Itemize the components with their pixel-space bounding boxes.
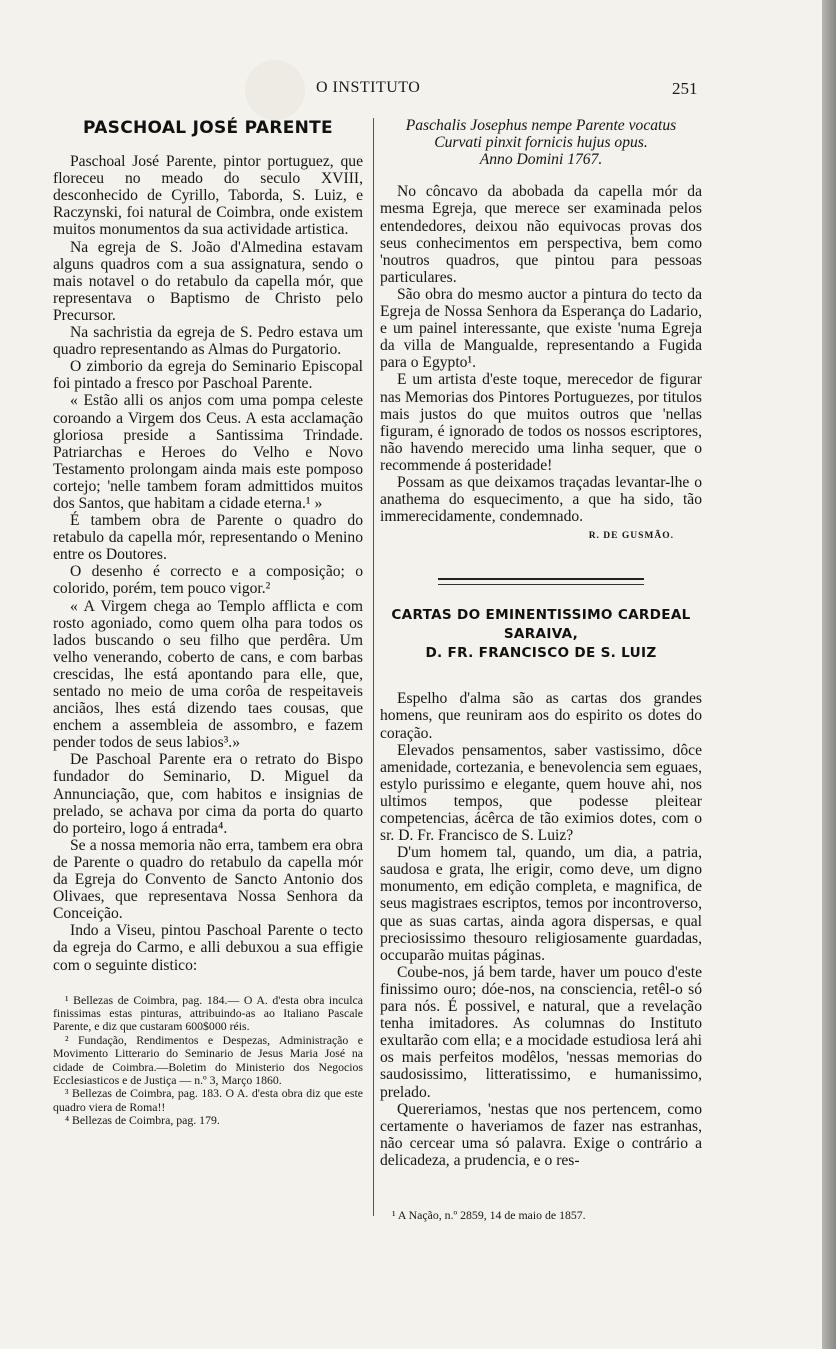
- article-title: PASCHOAL JOSÉ PARENTE: [83, 118, 333, 138]
- paragraph: De Paschoal Parente era o retrato do Bispo fundador do Seminario, D. Miguel da Annunciação, que, com habitos e insignias de prelado, se achava por cima da porta do quarto do porteiro, logo á entrada⁴.: [53, 751, 363, 837]
- footnote: ¹ A Nação, n.º 2859, 14 de maio de 1857.: [392, 1207, 586, 1222]
- paragraph: São obra do mesmo auctor a pintura do tecto da Egreja de Nossa Senhora da Esperança do Ladario, e um painel interessante, que existe 'numa Egreja da villa de Mangualde, representando a Fugida para o Egypto¹.: [380, 285, 702, 372]
- footnotes: [53, 994, 363, 1128]
- page-number: 251: [672, 79, 698, 98]
- footnote: ⁴ Bellezas de Coimbra, pag. 179.: [65, 1113, 220, 1128]
- paragraph: Paschoal José Parente, pintor portuguez, que floreceu no meado do seculo XVIII, desconhecido de Cyrillo, Taborda, S. Luiz, e Raczynski, foi natural de Coimbra, onde existem muitos monumentos da sua actividade artistica.: [53, 153, 363, 239]
- footnote: ³ Bellezas de Coimbra, pag. 183. O A. d'esta obra diz que este quadro viera de Roma!!: [53, 1086, 363, 1114]
- section-title: [380, 606, 702, 663]
- book-gutter-edge: [822, 0, 836, 1349]
- paragraph: Espelho d'alma são as cartas dos grandes homens, que reuniram aos do espirito os dotes do coração.: [380, 690, 702, 742]
- paragraph: Na egreja de S. João d'Almedina estavam alguns quadros com a sua assignatura, sendo o mais notavel o do retabulo da capella mór, que representava o Baptismo de Christo pelo Precursor.: [53, 238, 363, 324]
- paragraph: Possam as que deixamos traçadas levantar-lhe o anathema do esquecimento, a que ha sido, tão immerecidamente, condemnado.: [380, 473, 702, 526]
- paragraph: Coube-nos, já bem tarde, haver um pouco d'este finissimo ouro; dóe-nos, na consciencia, retêl-o só para nós. É possivel, e natural, que a revelação tenha imitadores. As columnas do Instituto exultarão com ella; e a mocidade estudiosa lerá ahi os mais perfeitos modêlos, 'nessas memorias do saudosissimo, litteratissimo, e humanissimo, prelado.: [380, 963, 702, 1101]
- paragraph: Elevados pensamentos, saber vastissimo, dôce amenidade, cortezania, e benevolencia sem eguaes, estylo purissimo e elegante, quem houve ahi, nos ultimos tempos, que podesse pleitear competencias, ácêrca de tão eximios dotes, com o sr. D. Fr. Francisco de S. Luiz?: [380, 741, 702, 845]
- running-head: O INSTITUTO: [316, 79, 421, 96]
- latin-line: Curvati pinxit fornicis hujus opus.: [434, 133, 648, 151]
- author-signature: R. DE GUSMÃO.: [588, 531, 674, 542]
- latin-line: Anno Domini 1767.: [479, 150, 603, 168]
- paragraph: É tambem obra de Parente o quadro do retabulo da capella mór, representando o Menino entre os Doutores.: [53, 512, 363, 564]
- latin-line: Paschalis Josephus nempe Parente vocatus: [405, 117, 677, 134]
- section-title-line: D. FR. FRANCISCO DE S. LUIZ: [425, 645, 657, 662]
- section-divider: [438, 578, 644, 585]
- column-divider: [373, 118, 374, 1216]
- left-column: [53, 118, 363, 1128]
- paragraph: Na sachristia da egreja de S. Pedro estava um quadro representando as Almas do Purgatorio.: [53, 324, 363, 359]
- paragraph: No côncavo da abobada da capella mór da mesma Egreja, que merece ser examinada pelos entendedores, deixou não equivocas provas dos seus conhecimentos em perspectiva, bem como 'noutros quadros, que pintou para pessoas particulares.: [380, 183, 702, 286]
- quotation: « A Virgem chega ao Templo afflicta e com rosto agoniado, como quem olha para todos os lados buscando o seu filho que perdêra. Um velho venerando, coberto de cans, e com barbas crescidas, lhe está apontando para elle, que, sentado no meio de uma corôa de respeitaveis anciãos, lhes está dizendo taes cousas, que enchem a assembleia de assombro, e fazem pender todos de seus labios³.»: [53, 597, 363, 752]
- paragraph: O zimborio da egreja do Seminario Episcopal foi pintado a fresco por Paschoal Parente.: [53, 358, 363, 393]
- right-column: [380, 118, 702, 1224]
- footnote: ¹ Bellezas de Coimbra, pag. 184.— O A. d'esta obra inculca finissimas estas pinturas, attribuindo-as ao Italiano Pascale Parente, e diz que custaram 600$000 réis.: [53, 992, 363, 1034]
- paragraph: O desenho é correcto e a composição; o colorido, porém, tem pouco vigor.²: [53, 563, 363, 598]
- footnotes: [380, 1207, 702, 1224]
- paragraph: Quereriamos, 'nestas que nos pertencem, como certamente o haveriamos de fazer nas estranhas, não cercear uma só palavra. Exige o contrário a delicadeza, a prudencia, e o res-: [380, 1100, 702, 1169]
- paper-stain: [245, 60, 305, 120]
- footnote: ² Fundação, Rendimentos e Despezas, Administração e Movimento Litterario do Seminario de Jesus Maria José na cidade de Coimbra.—Boletim do Ministerio dos Negocios Ecclesiasticos e de Justiça — n.º 3, Março 1860.: [53, 1032, 363, 1088]
- paragraph: Se a nossa memoria não erra, tambem era obra de Parente o quadro do retabulo da capella mór da Egreja do Convento de Sancto Antonio dos Olivaes, que representava Nossa Senhora da Conceição.: [53, 836, 363, 923]
- paragraph: D'um homem tal, quando, um dia, a patria, saudosa e grata, lhe erigir, como deve, um digno monumento, em edição completa, e magnifica, de seus magistraes escriptos, temos por incontroverso, que as suas cartas, ainda agora dispersas, e qual preciosissimo thesouro religiosamente guardadas, occuparão muitas páginas.: [380, 844, 702, 964]
- paragraph: Indo a Viseu, pintou Paschoal Parente o tecto da egreja do Carmo, e alli debuxou a sua effigie com o seguinte distico:: [53, 922, 363, 974]
- paragraph: E um artista d'este toque, merecedor de figurar nas Memorias dos Pintores Portuguezes, por titulos mais justos do que muitos outros que 'nellas figuram, é ignorado de todos os nossos escriptores, não havendo merecido uma linha sequer, que o recommende á posteridade!: [380, 371, 702, 474]
- latin-distich: [380, 118, 702, 168]
- section-title-line: CARTAS DO EMINENTISSIMO CARDEAL SARAIVA,: [391, 607, 691, 643]
- quotation: « Estão alli os anjos com uma pompa celeste coroando a Virgem dos Ceus. A esta acclamação gloriosa preside a Santissima Trindade. Patriarchas e Heroes do Velho e Novo Testamento prolongam ainda mais este pomposo cortejo; 'nelle tambem foram admittidos muitos dos Santos, que habitam a cidade eterna.¹ »: [53, 392, 363, 512]
